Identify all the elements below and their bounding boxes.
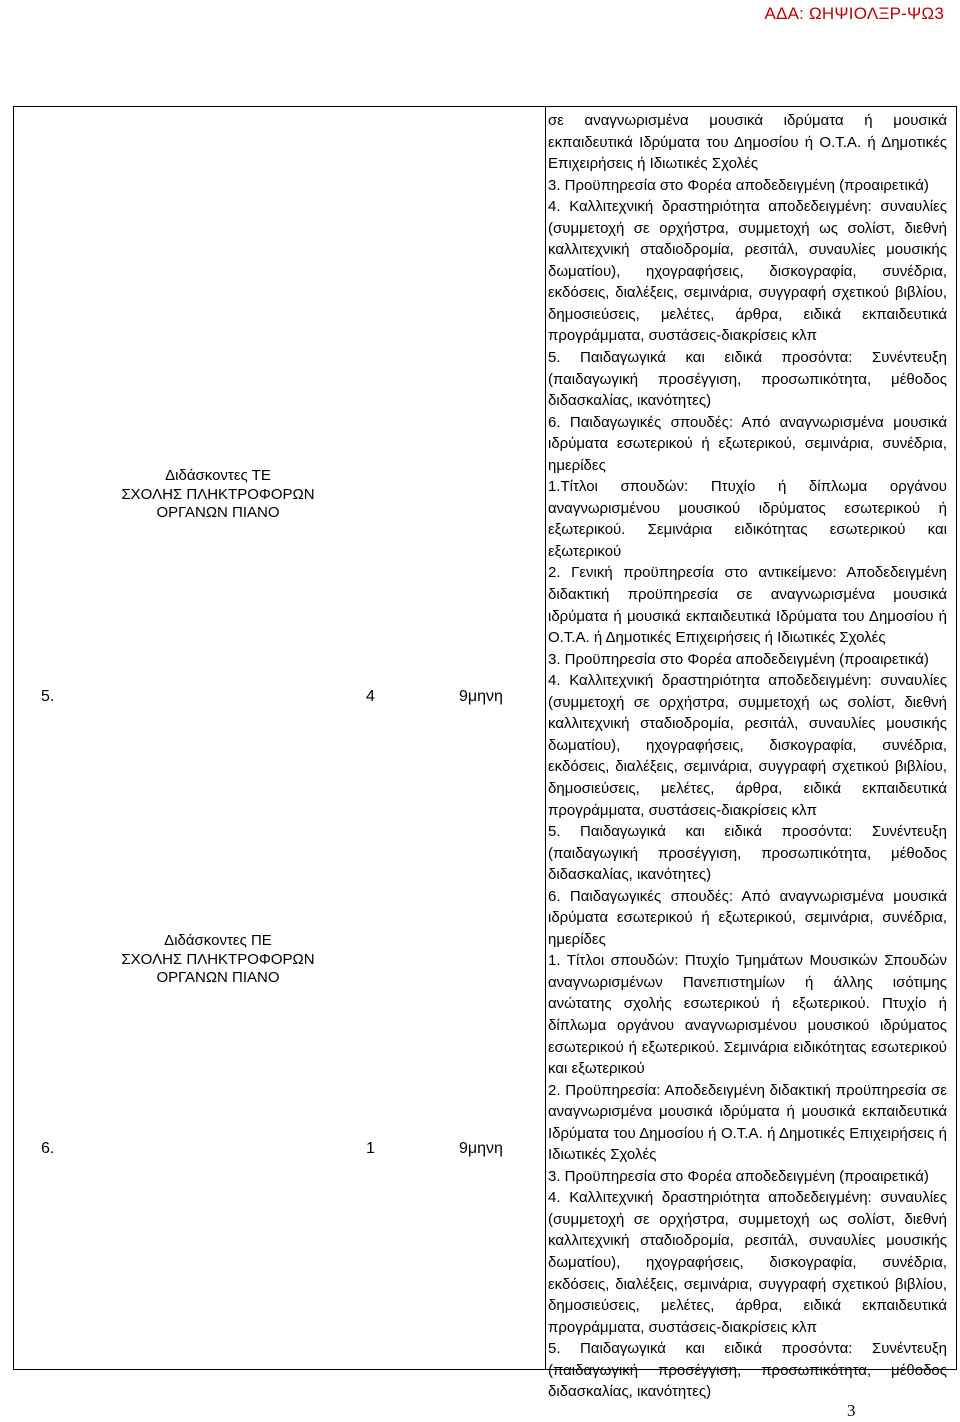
category-line: ΣΧΟΛΗΣ ΠΛΗΚΤΡΟΦΟΡΩΝ (121, 485, 315, 503)
ada-header: ΑΔΑ: ΩΗΨΙΟΛΞΡ-ΨΩ3 (764, 4, 944, 23)
qualification-paragraph: 4. Καλλιτεχνική δραστηριότητα αποδεδειγμένη: συναυλίες (συμμετοχή σε ορχήστρα, συμμετοχή ως σολίστ, διεθνή καλλιτεχνική σταδιοδρομία, ρεσιτάλ, συναυλίες μουσικής δωματίου), ηχογραφήσεις, δισκογραφία, συνέδρια, εκδόσεις, διαλέξεις, σεμινάρια, συγγραφή σχετικού βιβλίου, δημοσιεύσεις, μελέτες, άρθρα, ειδικά εκπαιδευτικά προγράμματα, συστάσεις-διακρίσεις κλπ (548, 672, 947, 819)
category-line: ΟΡΓΑΝΩΝ ΠΙΑΝΟ (156, 969, 280, 987)
row-6-number: 6. (41, 1140, 55, 1157)
column-divider (545, 107, 546, 1369)
qualification-paragraph: 5. Παιδαγωγικά και ειδικά προσόντα: Συνέντευξη (παιδαγωγική προσέγγιση, προσωπικότητα, μέθοδος διδασκαλίας, ικανότητες) (548, 823, 947, 884)
row-5-duration: 9μηνη (459, 688, 503, 705)
row-5-category (82, 467, 354, 523)
qualification-paragraph: 1. Τίτλοι σπουδών: Πτυχίο Τμημάτων Μουσικών Σπουδών αναγνωρισμένων Πανεπιστημίων ή άλλης ισότιμης ανώτατης σχολής εσωτερικού ή εξωτερικού. Πτυχίο ή δίπλωμα οργάνου αναγνωρισμένου μουσικού ιδρύματος εσωτερικού ή εξωτερικού. Σεμινάρια ειδικότητας εσωτερικού και εξωτερικού (548, 952, 947, 1078)
qualification-paragraph: 6. Παιδαγωγικές σπουδές: Από αναγνωρισμένα μουσικά ιδρύματα εσωτερικού ή εξωτερικού, σεμινάρια, συνέδρια, ημερίδες (548, 887, 947, 948)
row-6-category (82, 932, 354, 988)
row-5-number: 5. (41, 688, 55, 705)
row-5-positions: 4 (366, 688, 375, 705)
category-line: ΣΧΟΛΗΣ ΠΛΗΚΤΡΟΦΟΡΩΝ (121, 950, 315, 968)
qualification-paragraph: 3. Προϋπηρεσία στο Φορέα αποδεδειγμένη (προαιρετικά) (548, 176, 929, 194)
category-line: Διδάσκοντες ΤΕ (165, 467, 271, 484)
qualification-paragraph: 5. Παιδαγωγικά και ειδικά προσόντα: Συνέντευξη (παιδαγωγική προσέγγιση, προσωπικότητα, μέθοδος διδασκαλίας, ικανότητες) (548, 1340, 947, 1401)
qualification-paragraph: σε αναγνωρισμένα μουσικά ιδρύματα ή μουσικά εκπαιδευτικά Ιδρύματα του Δημοσίου ή Ο.Τ.Α. ή Δημοτικές Επιχειρήσεις ή Ιδιωτικές Σχολές (548, 112, 947, 173)
qualification-paragraph: 3. Προϋπηρεσία στο Φορέα αποδεδειγμένη (προαιρετικά) (548, 1167, 929, 1185)
qualification-paragraph: 4. Καλλιτεχνική δραστηριότητα αποδεδειγμένη: συναυλίες (συμμετοχή σε ορχήστρα, συμμετοχή ως σολίστ, διεθνή καλλιτεχνική σταδιοδρομία, ρεσιτάλ, συναυλίες μουσικής δωματίου), ηχογραφήσεις, δισκογραφία, συνέδρια, εκδόσεις, διαλέξεις, σεμινάρια, συγγραφή σχετικού βιβλίου, δημοσιεύσεις, μελέτες, άρθρα, ειδικά εκπαιδευτικά προγράμματα, συστάσεις-διακρίσεις κλπ (548, 198, 947, 345)
qualification-paragraph: 2. Γενική προϋπηρεσία στο αντικείμενο: Αποδεδειγμένη διδακτική προϋπηρεσία σε αναγνωρισμένα μουσικά ιδρύματα ή μουσικά εκπαιδευτικά Ιδρύματα του Δημοσίου ή Ο.Τ.Α. ή Δημοτικές Επιχειρήσεις ή Ιδιωτικές Σχολές (548, 564, 947, 647)
qualification-paragraph: 3. Προϋπηρεσία στο Φορέα αποδεδειγμένη (προαιρετικά) (548, 650, 929, 668)
qualification-paragraph: 5. Παιδαγωγικά και ειδικά προσόντα: Συνέντευξη (παιδαγωγική προσέγγιση, προσωπικότητα, μέθοδος διδασκαλίας, ικανότητες) (548, 349, 947, 410)
qualification-paragraph: 4. Καλλιτεχνική δραστηριότητα αποδεδειγμένη: συναυλίες (συμμετοχή σε ορχήστρα, συμμετοχή ως σολίστ, διεθνή καλλιτεχνική σταδιοδρομία, ρεσιτάλ, συναυλίες μουσικής δωματίου), ηχογραφήσεις, δισκογραφία, συνέδρια, εκδόσεις, διαλέξεις, σεμινάρια, συγγραφή σχετικού βιβλίου, δημοσιεύσεις, μελέτες, άρθρα, ειδικά εκπαιδευτικά προγράμματα, συστάσεις-διακρίσεις κλπ (548, 1189, 947, 1336)
qualification-paragraph: 6. Παιδαγωγικές σπουδές: Από αναγνωρισμένα μουσικά ιδρύματα εσωτερικού ή εξωτερικού, σεμινάρια, συνέδρια, ημερίδες (548, 413, 947, 474)
qualification-paragraph: 2. Προϋπηρεσία: Αποδεδειγμένη διδακτική προϋπηρεσία σε αναγνωρισμένα μουσικά ιδρύματα ή μουσικά εκπαιδευτικά Ιδρύματα του Δημοσίου ή Ο.Τ.Α. ή Δημοτικές Επιχειρήσεις ή Ιδιωτικές Σχολές (548, 1081, 947, 1164)
qualification-paragraph: 1.Τίτλοι σπουδών: Πτυχίο ή δίπλωμα οργάνου αναγνωρισμένου μουσικού ιδρύματος εσωτερικού ή εξωτερικού. Σεμινάρια ειδικότητας εσωτερικού και εξωτερικού (548, 478, 947, 560)
qualifications-column (548, 110, 947, 1403)
category-line: Διδάσκοντες ΠΕ (164, 932, 272, 949)
row-6-positions: 1 (366, 1140, 375, 1157)
page-number: 3 (847, 1401, 856, 1420)
row-6-duration: 9μηνη (459, 1140, 503, 1157)
category-line: ΟΡΓΑΝΩΝ ΠΙΑΝΟ (156, 504, 280, 522)
